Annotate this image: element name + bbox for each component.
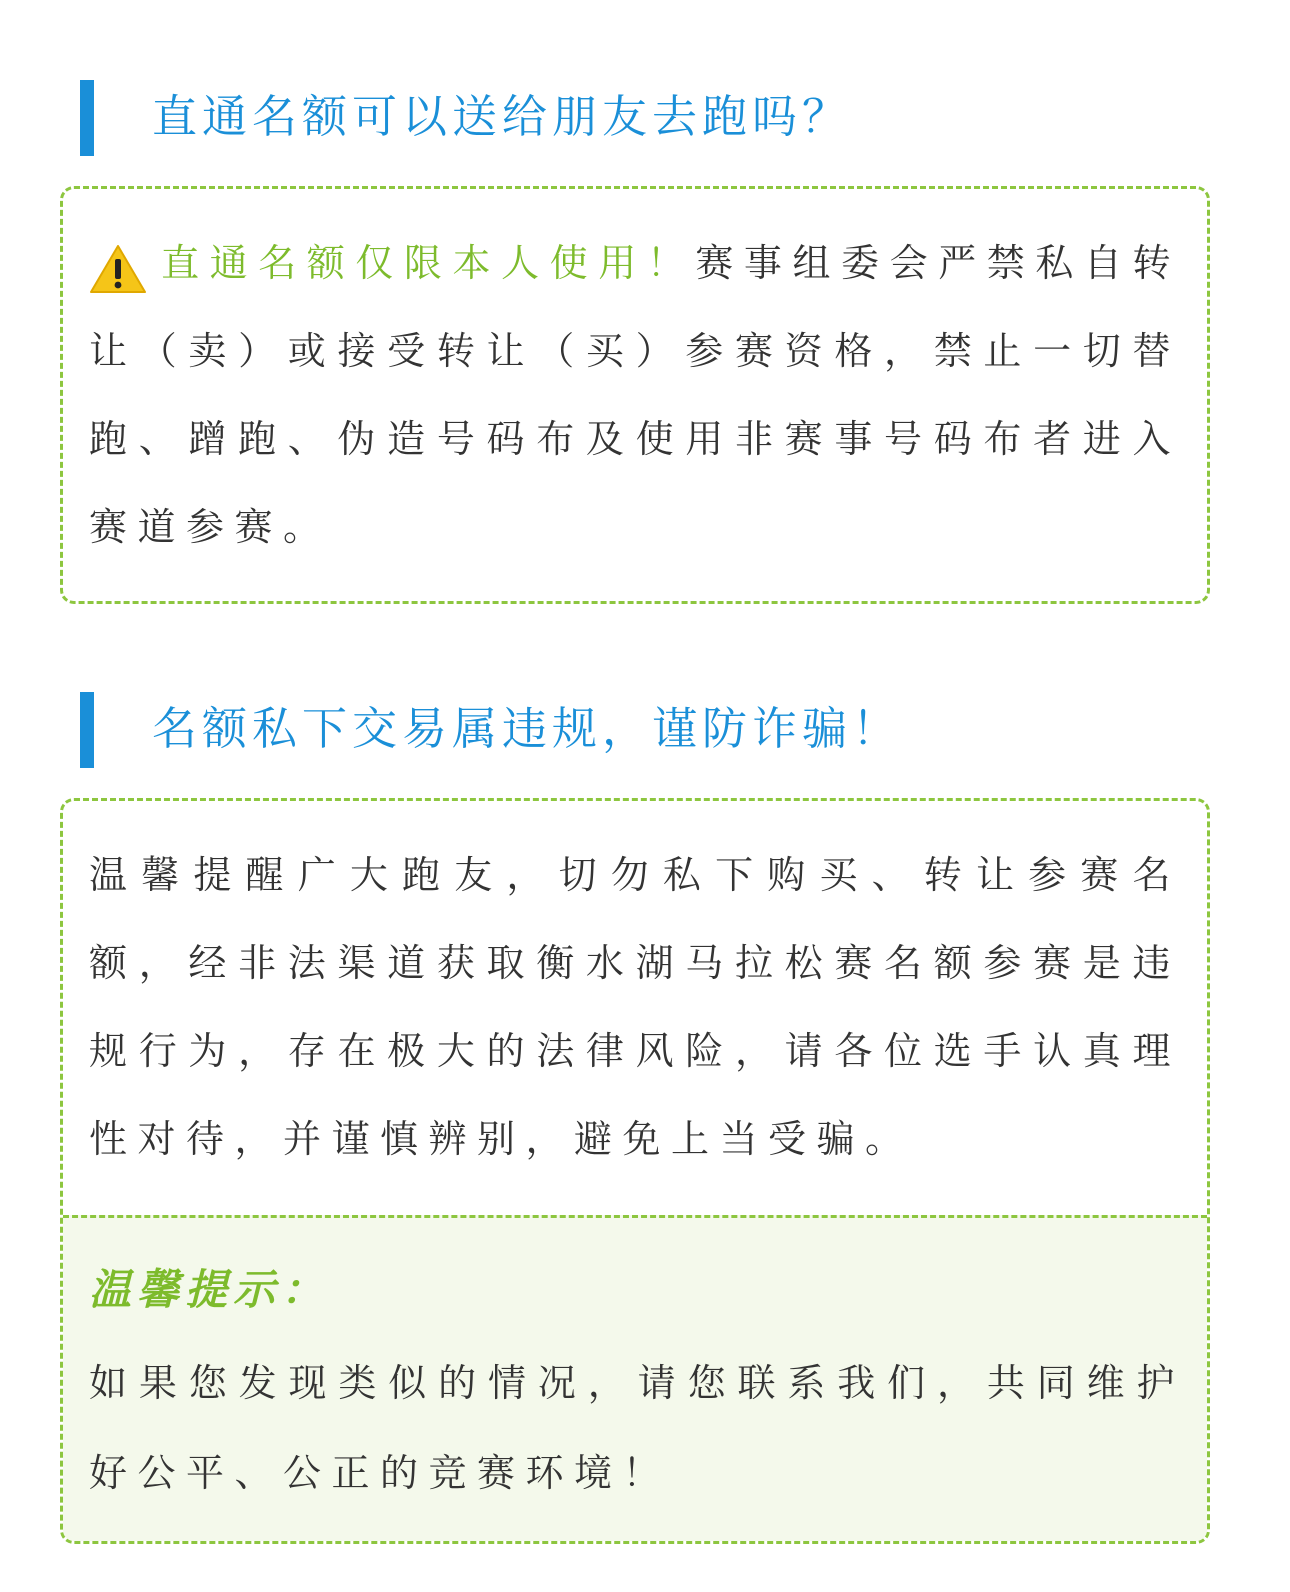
tip-box [63, 1215, 1207, 1541]
section-heading-2 [80, 692, 1220, 768]
heading-accent-bar [80, 692, 94, 768]
tip-text: 如果您发现类似的情况，请您联系我们，共同维护好公平、公正的竞赛环境！ [89, 1361, 1185, 1495]
rule-body: 赛事组委会严禁私自转让（卖）或接受转让（买）参赛资格，禁止一切替跑、蹭跑、伪造号码布及使用非赛事号码布者进入赛道参赛。 [89, 241, 1181, 549]
section-title: 名额私下交易属违规，谨防诈骗！ [152, 702, 903, 755]
info-card-2 [60, 798, 1210, 1544]
tip-title: 温馨提示： [89, 1265, 330, 1314]
warning-icon [89, 237, 147, 287]
info-card-1 [60, 186, 1210, 604]
card-body-text [63, 189, 1207, 571]
heading-accent-bar [80, 80, 94, 156]
highlight-rule: 直通名额仅限本人使用！ [161, 241, 696, 285]
section-heading-1 [80, 80, 1220, 156]
section-title: 直通名额可以送给朋友去跑吗？ [152, 90, 853, 143]
card-body-text: 温馨提醒广大跑友，切勿私下购买、转让参赛名额，经非法渠道获取衡水湖马拉松赛名额参赛是违规行为，存在极大的法律风险，请各位选手认真理性对待，并谨慎辨别，避免上当受骗。 [89, 853, 1181, 1161]
